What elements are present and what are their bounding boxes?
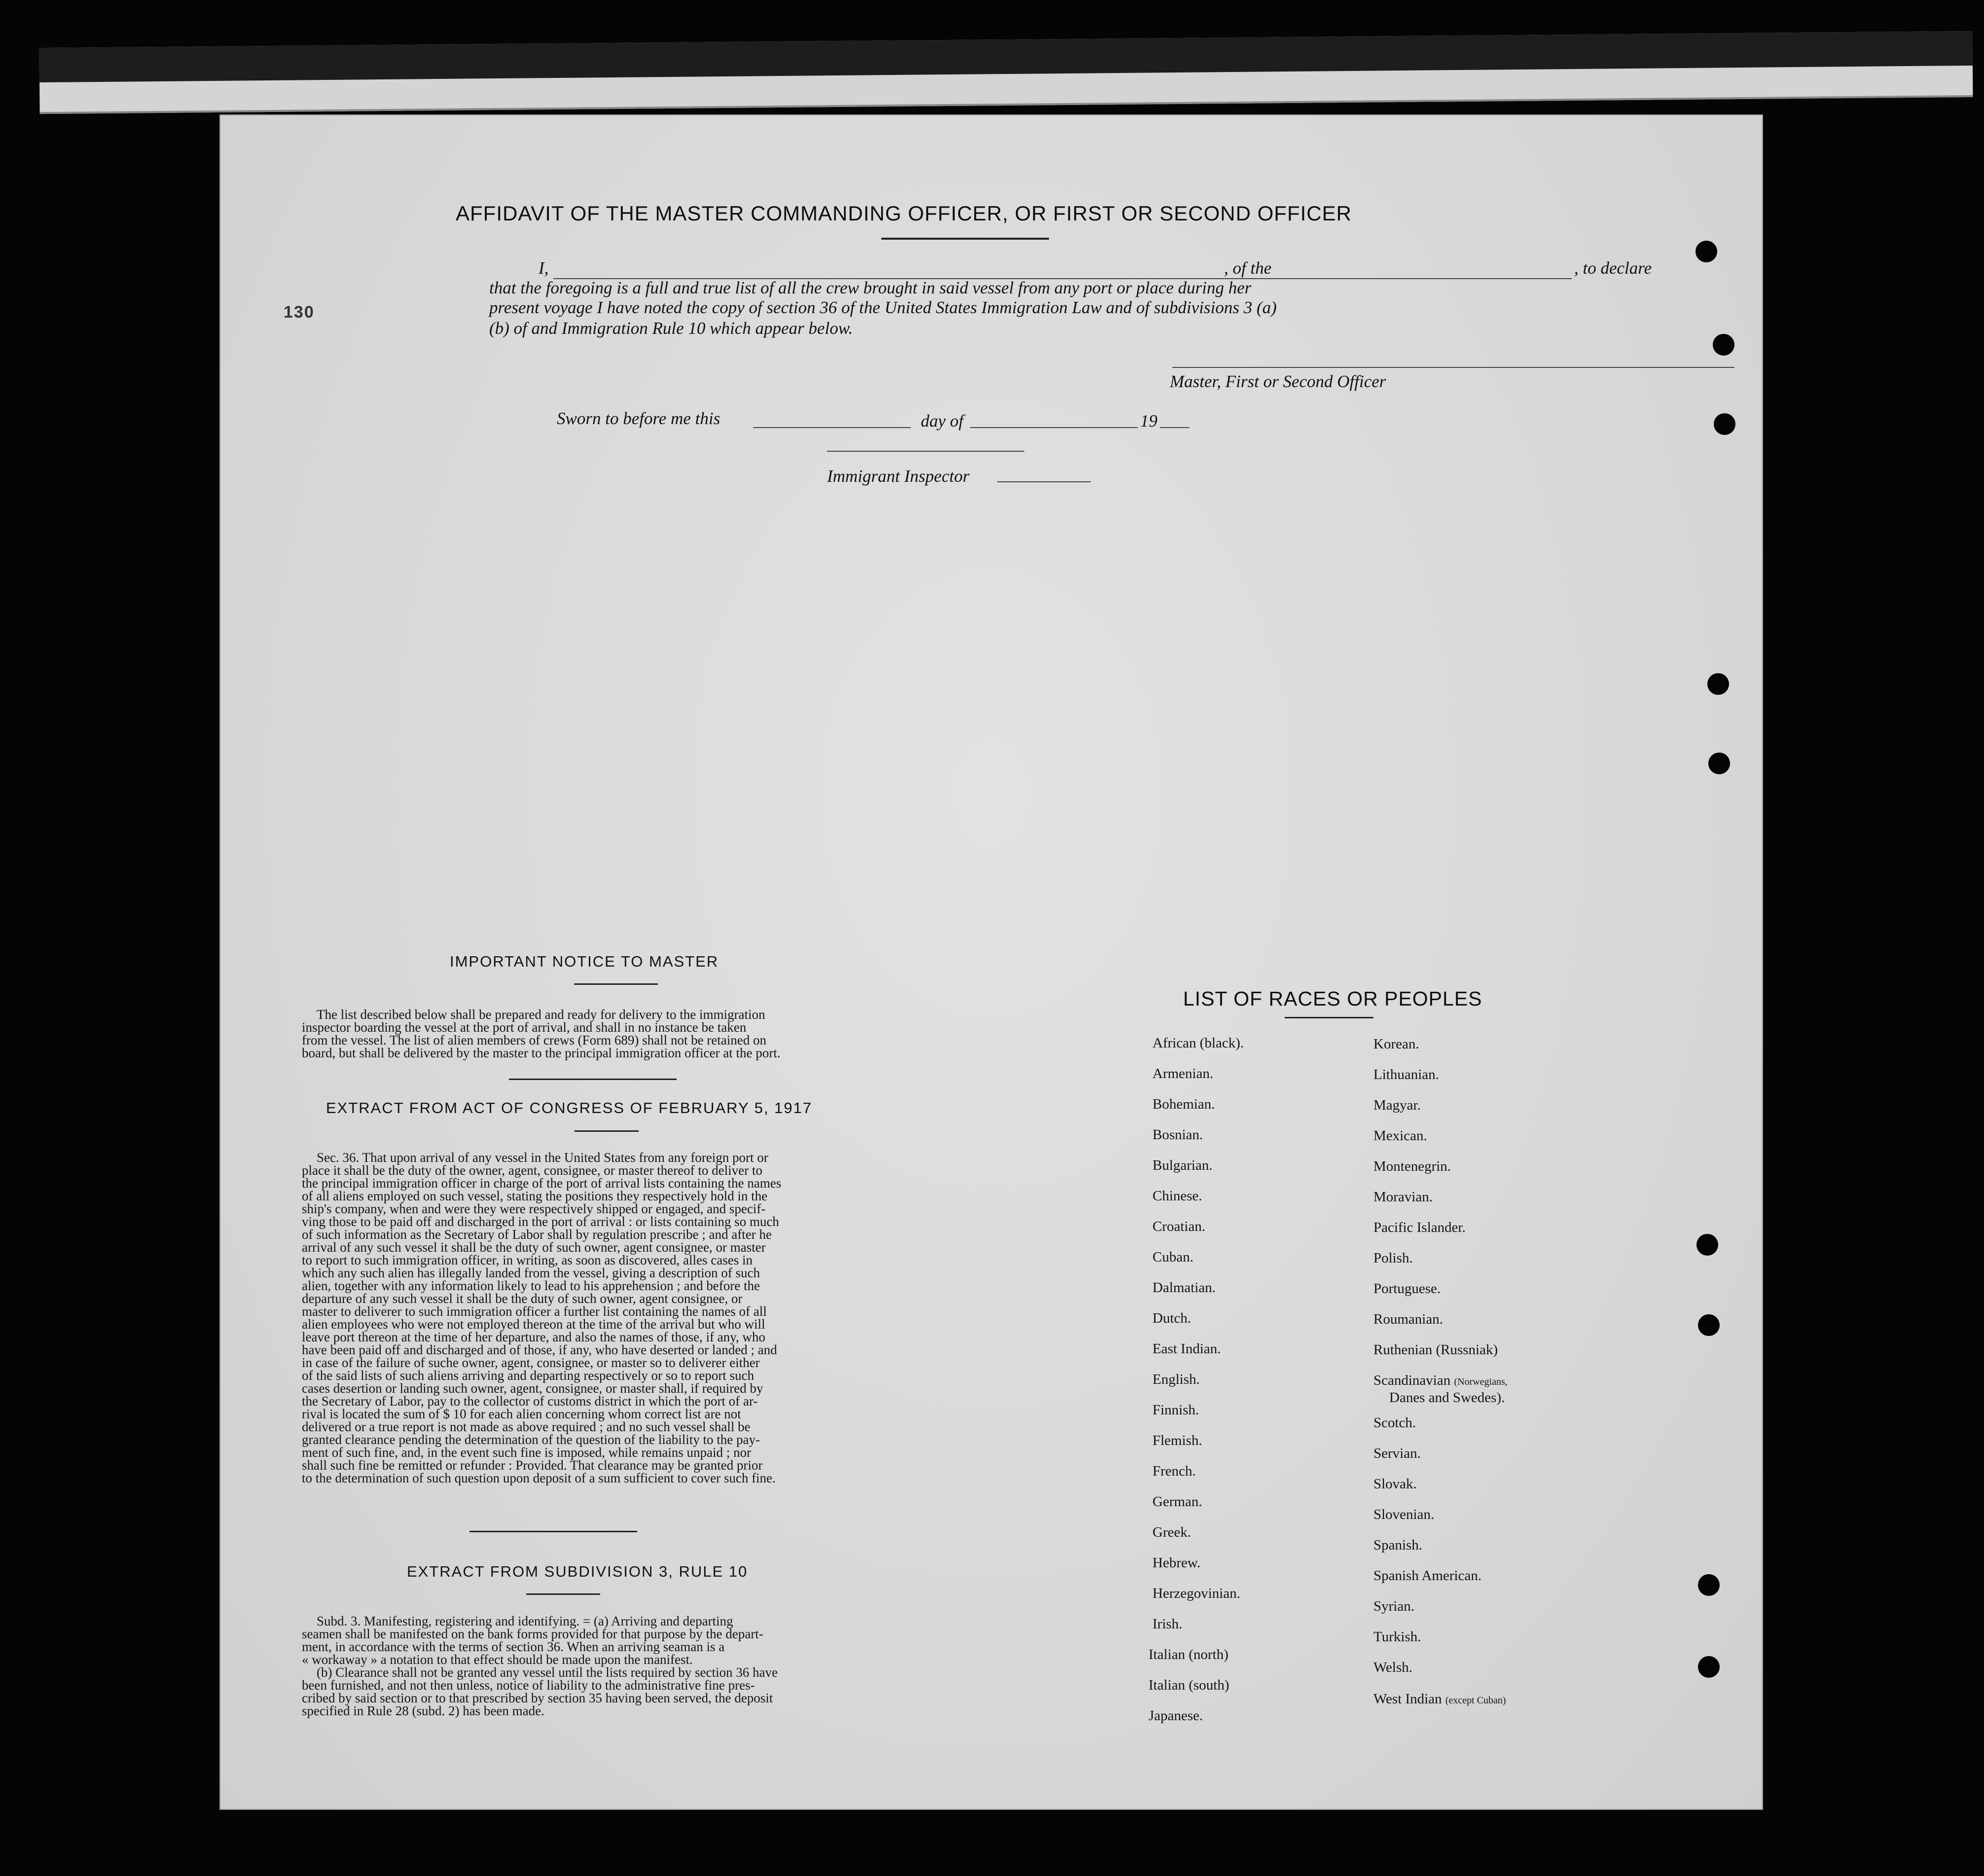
extract2-heading: EXTRACT FROM SUBDIVISION 3, RULE 10: [407, 1563, 748, 1580]
race-item: Mexican.: [1373, 1128, 1427, 1144]
race-item: Montenegrin.: [1373, 1158, 1451, 1174]
race-item: Italian (north): [1149, 1647, 1228, 1662]
race-item: Bohemian.: [1153, 1096, 1215, 1112]
extract1-rule: [575, 1130, 639, 1132]
race-item: Hebrew.: [1153, 1555, 1201, 1571]
race-item: Flemish.: [1153, 1433, 1202, 1448]
month-blank[interactable]: [970, 427, 1138, 428]
race-item: Scotch.: [1373, 1415, 1416, 1431]
extract1-text: Sec. 36. That upon arrival of any vessel in the United States from any foreign port or place it shall be the duty of the owner, agent, consignee, or master thereof to deliver to the principal immigration officer in charge of the port of arrival lists containing the names of all aliens employed on such vessel, stating the positions they respectively hold in the ship's company, when and were they were respectively shipped or engaged, and specif- ving those to be paid off and discharged in the port of arrival : or lists containing so much of such information as the Secretary of Labor shall by regulation prescribe ; and after he arrival of any such vessel it shall be the duty of such owner, agent consignee, or master to report to such immigration officer, in writing, as soon as discovered, alles cases in which any such alien has illegally landed from the vessel, giving a description of such alien, together with any information likely to lead to his apprehension ; and before the departure of any such vessel it shall be the duty of such owner, agent consignee, or master to deliverer to such immigration officer a further list containing the names of all alien employees who were not employed thereon at the time of the arrival but who will leave port thereon at the time of her departure, and also the names of those, if any, who have been paid off and discharged and of those, if any, who have deserted or landed ; and in case of the failure of suche owner, agent, consignee, or master so to deliverer either of the said lists of such aliens arriving and departing respectively or so to report such cases desertion or landing such owner, agent, consignee, or master shall, if required by the Secretary of Labor, pay to the collector of customs district in which the port of ar- rival is located the sum of $ 10 for each alien concerning whom correct list are not delivered or a true report is not made as above required ; and no such vessel shall be granted clearance pending the determination of the question of the liability to the pay- ment of such fine, and, in the event such fine is imposed, while remains unpaid ; nor shall such fine be remitted or refunder : Provided. That clearance may be granted prior to the determination of such question upon deposit of a sum sufficient to cover such fine.: [302, 1150, 782, 1485]
race-item: Spanish.: [1373, 1537, 1423, 1553]
race-item: Cuban.: [1153, 1249, 1193, 1265]
notice-bottom-rule: [509, 1079, 677, 1080]
race-item: Korean.: [1373, 1036, 1419, 1052]
punch-hole: [1713, 334, 1734, 356]
race-item: Servian.: [1373, 1445, 1421, 1461]
race-item: Welsh.: [1373, 1660, 1413, 1675]
extract1-bottom-rule: [469, 1531, 637, 1532]
race-item: French.: [1153, 1463, 1196, 1479]
day-of-text: day of: [921, 411, 964, 431]
year-blank[interactable]: [1160, 427, 1190, 428]
race-item: Italian (south): [1149, 1677, 1229, 1693]
race-item: Herzegovinian.: [1153, 1586, 1240, 1601]
race-item: Chinese.: [1153, 1188, 1202, 1204]
punch-hole: [1695, 241, 1717, 262]
punch-hole: [1714, 413, 1735, 435]
race-item: Armenian.: [1153, 1066, 1214, 1082]
punch-hole: [1698, 1656, 1720, 1678]
race-item: Bosnian.: [1153, 1127, 1203, 1143]
race-item: Syrian.: [1373, 1598, 1414, 1614]
race-item: Irish.: [1153, 1616, 1183, 1632]
inspector-caption: Immigrant Inspector: [827, 467, 970, 486]
race-item: Greek.: [1153, 1524, 1191, 1540]
notice-rule: [574, 983, 658, 985]
page-stamp: 130: [284, 303, 315, 322]
title-rule: [881, 238, 1049, 240]
punch-hole: [1707, 673, 1729, 695]
races-rule: [1285, 1017, 1373, 1018]
race-item: Croatian.: [1153, 1219, 1206, 1234]
race-item: Pacific Islander.: [1373, 1220, 1466, 1235]
race-item: German.: [1153, 1494, 1202, 1510]
year-prefix: 19: [1140, 411, 1157, 431]
race-item: Spanish American.: [1373, 1568, 1482, 1584]
punch-hole: [1698, 1314, 1720, 1336]
affidavit-title: AFFIDAVIT OF THE MASTER COMMANDING OFFICER, OR FIRST OR SECOND OFFICER: [456, 202, 1352, 225]
race-item: Japanese.: [1149, 1708, 1203, 1724]
race-item: Lithuanian.: [1373, 1067, 1439, 1082]
race-item: Bulgarian.: [1153, 1157, 1213, 1173]
race-item-scandinavian: Scandinavian (Norwegians,: [1373, 1372, 1508, 1388]
affidavit-line-1: I, , of the , to declare: [539, 258, 1652, 278]
race-item: Portuguese.: [1373, 1281, 1441, 1297]
race-item: Dalmatian.: [1153, 1280, 1216, 1296]
race-item: Moravian.: [1373, 1189, 1433, 1205]
race-item-scandinavian-line2: Danes and Swedes).: [1389, 1390, 1505, 1406]
race-item: East Indian.: [1153, 1341, 1221, 1357]
race-item: Turkish.: [1373, 1629, 1421, 1645]
punch-hole: [1696, 1234, 1718, 1256]
race-item: Ruthenian (Russniak): [1373, 1342, 1498, 1358]
race-item: Polish.: [1373, 1250, 1413, 1266]
notice-text: The list described below shall be prepared and ready for delivery to the immigration inspector boarding the vessel at the port of arrival, and shall in no instance be taken from the vessel. The list of alien members of crews (Form 689) shall not be retained on board, but shall be delivered by the master to the principal immigration officer at the port.: [302, 1007, 781, 1060]
races-heading: LIST OF RACES OR PEOPLES: [1183, 987, 1482, 1010]
race-item: Magyar.: [1373, 1097, 1421, 1113]
race-item: Dutch.: [1153, 1310, 1191, 1326]
race-item: English.: [1153, 1371, 1200, 1387]
inspector-blank[interactable]: [997, 481, 1091, 482]
sworn-day-blank[interactable]: [753, 427, 911, 428]
inspector-signature-line[interactable]: [827, 451, 1024, 452]
race-item: Slovenian.: [1373, 1507, 1435, 1522]
master-caption: Master, First or Second Officer: [1170, 372, 1386, 391]
race-item: Slovak.: [1373, 1476, 1417, 1492]
affidavit-line-4: (b) of and Immigration Rule 10 which appear below.: [489, 319, 853, 338]
film-edge-strip: [39, 31, 1973, 114]
punch-hole: [1708, 753, 1730, 774]
punch-hole: [1698, 1574, 1720, 1596]
extract1-heading: EXTRACT FROM ACT OF CONGRESS OF FEBRUARY 5, 1917: [326, 1099, 813, 1117]
affidavit-line-2: that the foregoing is a full and true list of all the crew brought in said vessel from any port or place during her: [489, 278, 1252, 297]
race-item: Finnish.: [1153, 1402, 1199, 1418]
race-item: Roumanian.: [1373, 1311, 1443, 1327]
sworn-text: Sworn to before me this: [557, 409, 721, 428]
extract2-rule: [526, 1593, 600, 1595]
affidavit-line-3: present voyage I have noted the copy of section 36 of the United States Immigration Law and of subdivisions 3 (a): [489, 298, 1277, 317]
document-page: [219, 114, 1763, 1810]
race-item-west-indian: West Indian (except Cuban): [1373, 1691, 1506, 1707]
race-item: African (black).: [1153, 1035, 1244, 1051]
notice-heading: IMPORTANT NOTICE TO MASTER: [450, 953, 719, 970]
extract2-text: Subd. 3. Manifesting, registering and identifying. = (a) Arriving and departing seamen shall be manifested on the bank forms provided for that purpose by the depart- ment, in accordance with the terms of section 36. When an arriving seaman is a « workaway » a notation to that effect should be made upon the manifest. (b) Clearance shall not be granted any vessel until the lists required by section 36 have been furnished, and not then unless, notice of liability to the administrative fine pres- cribed by said section or to that prescribed by section 35 having been served, the deposit specified in Rule 28 (subd. 2) has been made.: [302, 1614, 778, 1718]
signature-line[interactable]: [1172, 367, 1734, 368]
